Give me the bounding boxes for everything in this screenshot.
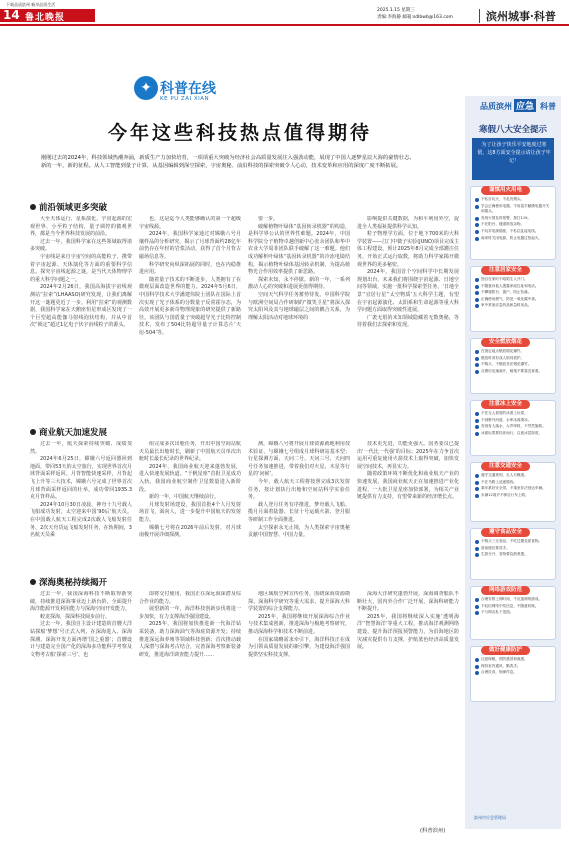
bullet-icon xyxy=(475,598,479,602)
body-paragraph: 今年，载人航天工程将按照完成3次发射任务，按计划执行出舱和空间站科学实验任务。 xyxy=(248,478,350,501)
tips-card-title: 谨慎用火用电 xyxy=(481,186,530,195)
body-paragraph: 探索未知，永不停歇。新的一年，一系列激动人心的突破和进展更值得期待。 xyxy=(248,276,350,291)
tip-item: 不到野外河道、水库冰面滑冰。 xyxy=(475,418,551,424)
body-paragraph: 空间天气科学任务蓄势待发。中国科学院与欧洲空间局合作研制的“微笑卫星”将深入探究太阳风及其与地球磁层之间的耦合关系，为理解太阳活动对地球环境的 xyxy=(248,291,350,321)
body-paragraph: 2025年，我国将继续开展深海综合作业与技术集成创新，推进深海与极地考察研究，推动深海科学和技术不断前进。 xyxy=(248,613,350,635)
tips-card-title: 注意冰上安全 xyxy=(481,400,530,409)
text-column xyxy=(357,591,459,821)
bullet-icon xyxy=(475,553,479,557)
body-paragraph: 2024年10月30日凌晨，神舟十九号载人飞船成功发射，太空迎来中国‘90后’航天员。在中国载人航天工程完成2次载人飞船发射任务、2次天舟货运飞船发射任务，在轨期间，3名航天员乘 xyxy=(30,501,132,539)
body-paragraph: 过去一年，我国自主设计建造的首艘大洋钻探船‘梦想’号正式入列，在深海进入、深海探测、深海开发方面再增‘国之重器’；首艘设计与建造完全国产化的深海多功能科学考察及文物考古船‘探索三号’，也 xyxy=(30,621,132,658)
science-logo-icon: ✦ xyxy=(134,76,158,100)
bullet-icon xyxy=(475,217,479,221)
tip-item: 学会正确使用电器，不用湿手触摸电器开关和插头。 xyxy=(475,204,551,215)
bullet-dot-icon xyxy=(30,429,36,435)
bullet-icon xyxy=(475,547,479,551)
body-paragraph: 测，嫦娥八号将开展月球资源就地利用技术验证，与嫦娥七号组成月球科研站基本型；行星探测方面，天问二号、天问三号、天问四号任务加速推进，带着我们对火星、木星等行星的‘问候’。 xyxy=(248,441,350,478)
sidebar-banner xyxy=(470,98,558,118)
page-number: 14 xyxy=(3,8,20,22)
body-paragraph: 大至天体运行，星系演化，宇宙起源的宏观世界，小至粒子结构，量子调控的微观世界，都是当今世界科技发展的前沿。 xyxy=(30,216,132,238)
bullet-icon xyxy=(475,605,479,609)
header-rule xyxy=(0,24,569,26)
tip-item: 在指定地点燃放烟花爆竹。 xyxy=(475,349,551,355)
section-body xyxy=(30,441,460,569)
bullet-icon xyxy=(475,370,479,374)
text-column xyxy=(357,441,459,569)
body-paragraph: 宇宙线是来自宇宙空间的高能粒子，携带着宇宙起源、天体演化等方面的重要科学信息。探究宇宙线起源之谜，是当代天体物理学的重大科学问题之一。 xyxy=(30,253,132,283)
tip-item: 离家时关闭电源，防止电器过热起火。 xyxy=(475,236,551,242)
body-paragraph: 即将交付使用，我国正在深远海深潜及综合作业的能力。 xyxy=(139,591,241,605)
bullet-icon xyxy=(475,230,479,234)
bullet-icon xyxy=(475,540,479,544)
tip-item: 不在无人看管的冰面上玩耍。 xyxy=(475,411,551,417)
tips-card xyxy=(470,528,556,580)
text-column xyxy=(30,591,132,821)
tip-item: 饭前便后要洗手。 xyxy=(475,546,551,552)
body-paragraph: 随着政策环境不断优化和商业航天产业的快速发展，我国商业航天正在加速推进产业化进程，一大批卫星星座加快部署，为相关产业链提供有力支持，有望带来新的经济增长点。 xyxy=(357,471,459,501)
tips-card xyxy=(470,338,556,394)
banner-text: 科普 xyxy=(540,102,556,111)
column-logo xyxy=(120,76,230,120)
tips-card xyxy=(470,586,556,640)
bullet-icon xyxy=(475,278,479,282)
body-paragraph: 2025年，我国将加快推进新一代海洋钻采装备，助力深海油气等海底资源开发；持续推进深远海养殖等领域科技创新；首次推动载人深潜与深海考古结合，完善深海考察新装备研发，推进海洋调查能力提升…… xyxy=(139,621,241,658)
body-paragraph: 2025年，我国将继续深入实施‘透明海洋’‘智慧海洋’等重大工程，推动海洋观测网络建设，提升海洋预报预警能力，为沿海地区防灾减灾提供有力支撑，护航蓝色经济高质量发展。 xyxy=(357,613,459,651)
tip-item: 发现有人落水，大声呼救，不贸然施救。 xyxy=(475,424,551,430)
body-paragraph: 蛟龙探海，探深科技阔步前行。 xyxy=(40,613,111,620)
bullet-icon xyxy=(475,671,479,675)
body-paragraph: 2024年，我国科学家通过对嫦娥六号月壤样品的分析研究，揭示了月球背面约28亿年前仍存在年轻的岩浆活动，获得了首个月背古磁场信息等。 xyxy=(139,231,241,260)
body-paragraph: 破解植物叶绿体“基因转录机器”的构造，是科学界公认的世界性难题。2024年，中国科学院分子植物卓越创新中心张余团队和华中农业大学周菲团队联手破解了这一难题。他们成功解析叶绿体“基因转录机器”的冷冻电镜结构，揭示植物叶绿体基因转录机制，为提高植物光合作用效率提供了新思路。 xyxy=(248,223,350,276)
text-column xyxy=(357,216,459,421)
banner-badge: 应急 xyxy=(514,99,536,112)
article-credit: (科普滨州) xyxy=(420,828,446,834)
tip-item: 注意保暖，预防感冒和流感。 xyxy=(475,657,551,663)
body-paragraph: 月球发射场建设，我国首批4个人月发射场首飞，面向人，进一步提升中国航天的发射能力。 xyxy=(139,501,241,523)
body-paragraph: 也，这是迄今人类能够确认的第一个超级宇宙线源。 xyxy=(139,216,241,230)
body-paragraph: 地区域航空网宣传任务，围绕深海资源勘探、深海科学研究等重大需求，提升深海大科学装置的综合支撑能力。 xyxy=(248,591,350,613)
tip-item: 合理饮食，规律作息。 xyxy=(475,670,551,676)
tip-item: 未满12周岁不骑自行车上路。 xyxy=(475,493,551,499)
body-paragraph: 深海大洋研究蓬勃开展，深海调查船队不断壮大，国内外合作广泛开展，深海科研能力不断提升。 xyxy=(357,591,459,613)
bullet-icon xyxy=(475,432,479,436)
masthead-tagline: 下载品质滨州 畅享品质生活 xyxy=(6,2,56,7)
tip-item: 家中常备应急药品和急救用品。 xyxy=(475,303,551,309)
sidebar-title: 寒假八大安全提示 xyxy=(478,125,547,135)
sidebar-intro: 为了让孩子快乐平安地度过寒假，这8方面安全提示请让孩子牢记！ xyxy=(472,138,554,180)
tips-card xyxy=(470,266,556,332)
body-paragraph: 新的一年，中国航天继续前行。 xyxy=(149,494,220,501)
tip-item: 正确使用燃气，防范一氧化碳中毒。 xyxy=(475,297,551,303)
tip-item: 不玩弄电源插座，不私拉乱接电线。 xyxy=(475,229,551,235)
body-paragraph: 过去一年，我国科学家在这些领域取得诸多突破。 xyxy=(30,238,132,253)
tip-item: 不与网友私下见面。 xyxy=(475,610,551,616)
column-logo-pinyin: KE PU ZAI XIAN xyxy=(160,96,210,102)
text-column xyxy=(30,216,132,421)
section-name: 滨州城事·科普 xyxy=(486,10,556,23)
article-headline: 今年这些科技热点值得期待 xyxy=(107,122,372,144)
bullet-icon xyxy=(475,237,479,241)
body-paragraph: 粒子物理学方面，位于地下700米的大科学装置——江门中微子实验(JUNO)项目完成主体工程建设，预计2025年8月完成全部灌注任务，开始正式运行取数，将助力科学家揭开微观世界的更多秘密。 xyxy=(357,231,459,268)
body-paragraph: 过去一年，我国深海科技不断取得新突破，持续推进深海事业迈上新台阶，全面提升海洋能源开发利用能力与深海空间开发能力。 xyxy=(30,591,132,613)
tip-item: 独自在家时不给陌生人开门。 xyxy=(475,277,551,283)
body-paragraph: 要一步。 xyxy=(258,216,279,222)
column-logo-title: 科普在线 xyxy=(160,81,216,97)
section-divider xyxy=(479,9,480,23)
bullet-icon xyxy=(475,425,479,429)
section-heading: 前沿领域更多突破 xyxy=(30,201,107,213)
tip-item: 保持室内通风，勤洗手。 xyxy=(475,664,551,670)
tip-item: 不攀爬阳台、窗户，防止坠落。 xyxy=(475,290,551,296)
tip-item: 不随意向他人透露家庭住址和电话。 xyxy=(475,284,551,290)
bullet-icon xyxy=(475,198,479,202)
issue-date: 2025.1.15 星期三 xyxy=(377,8,415,13)
text-column xyxy=(30,441,132,569)
section-heading: 商业航天加速发展 xyxy=(30,426,107,438)
tip-item: 乘车系好安全带，不乘坐非法营运车辆。 xyxy=(475,486,551,492)
editor-line: 责编:李海静 邮箱:sdlbwb@163.com xyxy=(377,15,453,20)
tips-card xyxy=(470,646,556,702)
bullet-icon xyxy=(475,474,479,478)
body-paragraph: 展望新的一年，海洋科技创新步伐将进一步加快，有力支撑海洋强国建设。 xyxy=(139,606,241,620)
masthead xyxy=(0,0,569,34)
tip-item: 不购买三无食品，不吃过期变质食物。 xyxy=(475,539,551,545)
body-paragraph: 随着量子技术的不断进步，人类拥有了在微观层面改造世界的能力。2024年5月6日，中国科学技术大学潘建伟院士团队在国际上首次实现了光子体系的分数量子反常霍尔态，为高效开展更多新奇物理现象的研究提供了新路径。该团队与国盾量子突破超导光子比特控制技术，发布了504比特超导量子计算芯片‘天衍-504’等。 xyxy=(139,276,241,336)
body-paragraph: 嫦娥七号将在2026年前后发射，对月球南极开展详细探测。 xyxy=(139,524,241,539)
section-body xyxy=(30,591,460,821)
bullet-icon xyxy=(475,412,479,416)
tips-card-title: 安全燃放烟花 xyxy=(481,338,530,347)
bullet-icon xyxy=(475,298,479,302)
sidebar-footer: 滨州市应急管理局 xyxy=(474,815,506,820)
tip-item: 合理安排上网时间，不沉迷网络游戏。 xyxy=(475,597,551,603)
bullet-icon xyxy=(475,665,479,669)
bullet-icon xyxy=(475,658,479,662)
tip-item: 不在阳台、楼道堆放杂物。 xyxy=(475,222,551,228)
body-paragraph: 2024年2月26日，我国高海拔宇宙线观测站“拉索”(LHAASO)研究发现，让我们离解开这一谜题更近了一步。利用“拉索”的观测数据，我国科学家在天鹅座恒星形成区发现了一个巨型超高能伽马射线泡状结构，并从中首次“锁定”超过1亿电子伏宇宙线粒子的源头。 xyxy=(30,284,132,329)
bullet-icon xyxy=(475,481,479,485)
tip-item: 遵守交通规则，走人行横道。 xyxy=(475,473,551,479)
tip-item: 不购买、不燃放非法烟花爆竹。 xyxy=(475,362,551,368)
body-paragraph: 2024年6月25日，嫦娥六号返回器回到地面，带回53天的太空旅行，实现世界首次月球背面采样返回。月背智能快速采样，月背起飞上升等三大技术，嫦娥六号完成了世界首次月球背面采样返回的壮举，成功带回1935.3克月背样品。 xyxy=(30,456,132,501)
body-paragraph: 在国家战略需求牵引下，海洋科技正在成为引领高质量发展的新引擎，为建设海洋强国提供坚实科技支撑。 xyxy=(248,636,350,658)
section-heading: 深海奥秘持续揭开 xyxy=(30,576,107,588)
tip-item: 发现火情及时报警，拨打119。 xyxy=(475,216,551,222)
body-paragraph: 过去一年，航天探索持续突破、成绩斐然。 xyxy=(30,441,132,455)
tip-item: 冰面玩耍要结伴而行，注意冰层厚度。 xyxy=(475,431,551,437)
bullet-icon xyxy=(475,611,479,615)
newspaper-brand: 鲁北晚报 xyxy=(25,13,66,23)
tips-card xyxy=(470,186,556,260)
tips-card xyxy=(470,462,556,522)
body-paragraph: 载人登月任务有序推进，梦舟载人飞船、揽月月面着陆器、长征十号运载火箭、登月服等研制工作全面推进。 xyxy=(248,501,350,523)
lead-paragraph: 刚刚过去的2024年，科技领域热潮奔涌，新质生产力加快培育，一项项重大突破为经济社会高质量发展注入强劲动能，展现了中国人逐梦星辰大海的豪情壮志。 xyxy=(41,155,415,161)
tip-item: 不在马路上追逐嬉戏。 xyxy=(475,480,551,486)
bullet-icon xyxy=(475,223,479,227)
tips-card-title: 遵守食品安全 xyxy=(481,528,530,537)
lead-paragraph: 新的一年，新的征程。从人工智能到量子计算，从基因编辑到深空探索，宇宙奥秘、前沿科技的探索突破令人心动，技术变革和应用的深度广度不断拓展。 xyxy=(41,163,402,169)
body-paragraph: 太空探索永无止境，为人类探索宇宙奥秘贡献中国智慧、中国力量。 xyxy=(248,524,350,539)
bullet-icon xyxy=(475,291,479,295)
tip-item: 不私自玩火，不乱扔烟头。 xyxy=(475,197,551,203)
tips-card-title: 注意居家安全 xyxy=(481,266,530,275)
body-paragraph: 2024年，我国商业航天迎来蓬勃发展，进入快速发展轨道。“千帆星座”首批卫星成功入轨，我国商业航空制作卫星数量进入新阶段。 xyxy=(139,463,241,493)
bullet-dot-icon xyxy=(30,579,36,585)
bullet-icon xyxy=(475,494,479,498)
body-paragraph: 组完成多次出舱任务，开出中国空间站航天员最长出舱时长，刷新了中国航天员单次出舱时长最长纪录的世界纪录。 xyxy=(139,441,241,463)
body-paragraph: 科学研究向纵深拓展的同时，也在内稳推进应用。 xyxy=(139,261,241,276)
tip-item: 点燃后迅速离开，哑炮不要靠近查看。 xyxy=(475,369,551,375)
section-body xyxy=(30,216,460,421)
bullet-icon xyxy=(475,304,479,308)
banner-text: 品质滨州 xyxy=(480,102,512,111)
tip-item: 生熟分开，食物要烧熟煮透。 xyxy=(475,552,551,558)
tips-card xyxy=(470,400,556,456)
body-paragraph: 技术更先进，功能更强大。国务委员已提出‘一代比一代强’的目标；2025年在力争首次运用可重复使用火箭技术上取得突破，加快发展空间技术，再显实力。 xyxy=(357,441,459,470)
bullet-icon xyxy=(475,205,479,209)
text-column xyxy=(139,591,241,821)
text-column xyxy=(139,441,241,569)
tips-card-title: 做好健康防护 xyxy=(481,646,530,655)
bullet-icon xyxy=(475,487,479,491)
tip-item: 不轻信网络中奖信息，不随意转账。 xyxy=(475,604,551,610)
bullet-icon xyxy=(475,350,479,354)
body-paragraph: 影响提供关键数据，为和平利用外空，促进全人类福祉提供科学认知。 xyxy=(357,216,459,230)
text-column xyxy=(139,216,241,421)
bullet-dot-icon xyxy=(30,204,36,210)
text-column xyxy=(248,591,350,821)
body-paragraph: 广袤无垠的未知领域隐藏着无数奥秘，等待着我们去探索和发现。 xyxy=(357,314,459,329)
tips-card-title: 网络游戏防范 xyxy=(481,586,530,595)
bullet-icon xyxy=(475,357,479,361)
bullet-icon xyxy=(475,363,479,367)
article-lead xyxy=(30,154,446,170)
body-paragraph: 2024年，我国首个空间科学中长期发展规划出台，未来我们将围绕宇宙起源、日地空间等领域，实施一批科学探索型任务，‘日地全景’‘宜居行星’‘太空物质’五大科学主题，有望在宇宙起源演化、太阳系和生命起源等重大科学问题方面取得突破性进展。 xyxy=(357,269,459,314)
page-badge xyxy=(0,9,95,22)
text-column xyxy=(248,216,350,421)
tips-card-title: 注意交通安全 xyxy=(481,462,530,471)
bullet-icon xyxy=(475,419,479,423)
text-column xyxy=(248,441,350,569)
bullet-icon xyxy=(475,285,479,289)
tip-item: 燃放时须有成人陪同看护。 xyxy=(475,356,551,362)
